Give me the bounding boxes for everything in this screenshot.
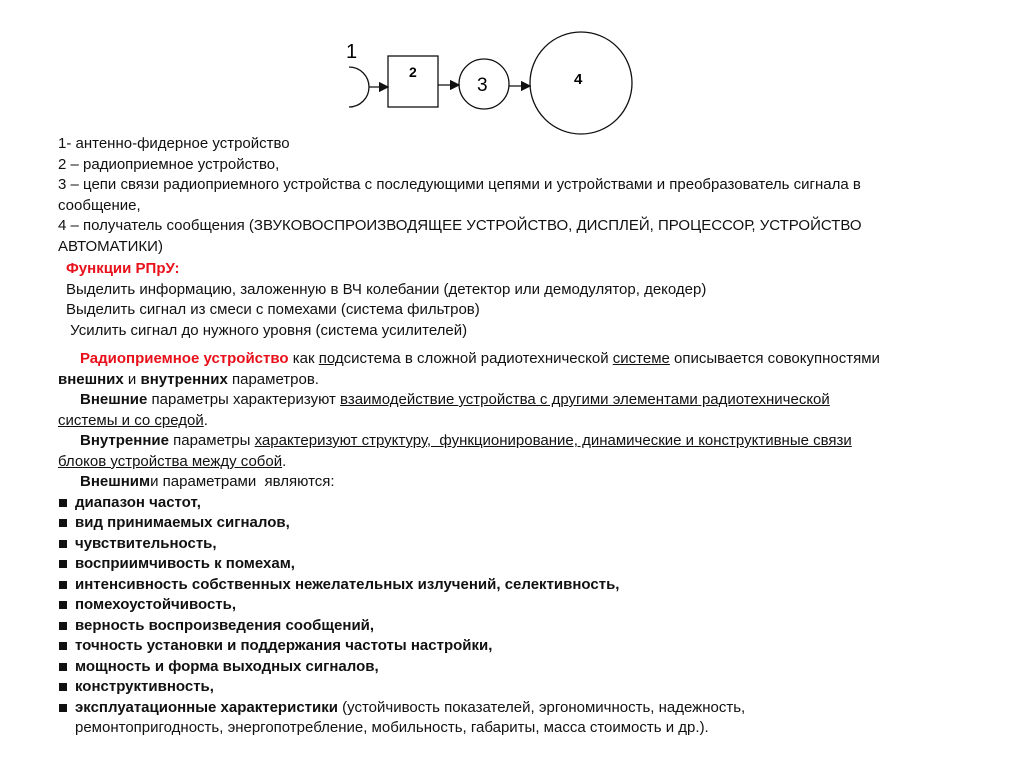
antenna-icon	[349, 67, 369, 107]
functions-title: Функции РПрУ:	[66, 260, 180, 277]
text-run: параметров.	[227, 370, 319, 388]
text-run: система в сложной радиотехнической	[343, 350, 613, 367]
paragraph-line	[58, 431, 1008, 452]
paragraph-line	[58, 411, 1008, 432]
bullet-item: помехоустойчивость,	[58, 595, 1008, 616]
text-run: под	[318, 350, 344, 367]
function-item: Выделить сигнал из смеси с помехами (система фильтров)	[66, 301, 480, 318]
text-run: параметры	[168, 432, 255, 449]
bullet-item: восприимчивость к помехам,	[58, 554, 1008, 575]
bullet-bold: эксплуатационные характеристики	[75, 698, 338, 716]
text-run: и параметрами являются:	[150, 473, 335, 490]
bullet-item: мощность и форма выходных сигналов,	[58, 657, 1008, 678]
text-run: взаимодействие устройства с другими элементами радиотехнической	[340, 391, 830, 408]
paragraph-line	[58, 452, 1008, 473]
text-run: Внутренние	[80, 432, 169, 449]
text-run: системы и со средой	[58, 411, 204, 429]
legend-line: сообщение,	[58, 196, 141, 214]
function-item: Усилить сигнал до нужного уровня (система усилителей)	[66, 321, 468, 339]
paragraph-line	[58, 349, 1008, 370]
block-diagram	[0, 0, 1024, 140]
function-item: Выделить информацию, заложенную в ВЧ колебании (детектор или демодулятор, декодер)	[66, 280, 707, 298]
paragraph-line	[58, 472, 1008, 493]
text-run: Радиоприемное устройство	[80, 350, 289, 367]
diagram-legend	[58, 134, 1008, 257]
paragraph-line	[58, 390, 1008, 411]
bullet-item	[58, 698, 1008, 719]
text-run: параметры характеризуют	[147, 391, 341, 408]
text-run: .	[282, 452, 287, 470]
legend-line: 2 – радиоприемное устройство,	[58, 155, 280, 173]
text-run: Внешние	[80, 391, 148, 408]
text-run: .	[203, 411, 208, 429]
text-run: и	[123, 370, 141, 388]
bullet-item: интенсивность собственных нежелательных излучений, селективность,	[58, 575, 1008, 596]
text-run: внутренних	[140, 370, 228, 388]
legend-line: АВТОМАТИКИ)	[58, 237, 163, 255]
bullet-item: точность установки и поддержания частоты настройки,	[58, 636, 1008, 657]
bullet-item: верность воспроизведения сообщений,	[58, 616, 1008, 637]
text-run: внешних	[58, 370, 124, 388]
external-parameters-list	[58, 493, 1008, 698]
text-run: блоков устройства между собой	[58, 452, 283, 470]
text-run: Внешним	[80, 473, 151, 490]
bullet-continuation: ремонтопригодность, энергопотребление, мобильность, габариты, масса стоимость и др.).	[75, 719, 709, 736]
label-4: 4	[574, 71, 583, 88]
text-run: описывается совокупностями	[669, 350, 880, 367]
bullet-item: конструктивность,	[58, 677, 1008, 698]
paragraph-line	[58, 370, 1008, 391]
legend-line: 1- антенно-фидерное устройство	[58, 135, 290, 152]
parameters-section	[58, 349, 1008, 739]
bullet-item: чувствительность,	[58, 534, 1008, 555]
text-run: характеризуют структуру, функционирование, динамические и конструктивные связи	[254, 432, 852, 449]
parameters-paragraph	[58, 349, 1008, 493]
legend-line: 3 – цепи связи радиоприемного устройства с последующими цепями и устройствами и преобразователь сигнала в	[58, 176, 861, 193]
text-run: как	[288, 350, 319, 367]
bullet-item: вид принимаемых сигналов,	[58, 513, 1008, 534]
legend-line: 4 – получатель сообщения (ЗВУКОВОСПРОИЗВОДЯЩЕЕ УСТРОЙСТВО, ДИСПЛЕЙ, ПРОЦЕССОР, УСТРОЙСТВО	[58, 217, 862, 234]
bullet-rest: (устойчивость показателей, эргономичность, надежность,	[337, 698, 746, 716]
bullet-item: диапазон частот,	[58, 493, 1008, 514]
label-2: 2	[409, 64, 417, 80]
text-run: системе	[612, 350, 670, 367]
functions-section	[66, 259, 1016, 341]
label-1: 1	[346, 41, 358, 63]
label-3: 3	[477, 75, 488, 96]
